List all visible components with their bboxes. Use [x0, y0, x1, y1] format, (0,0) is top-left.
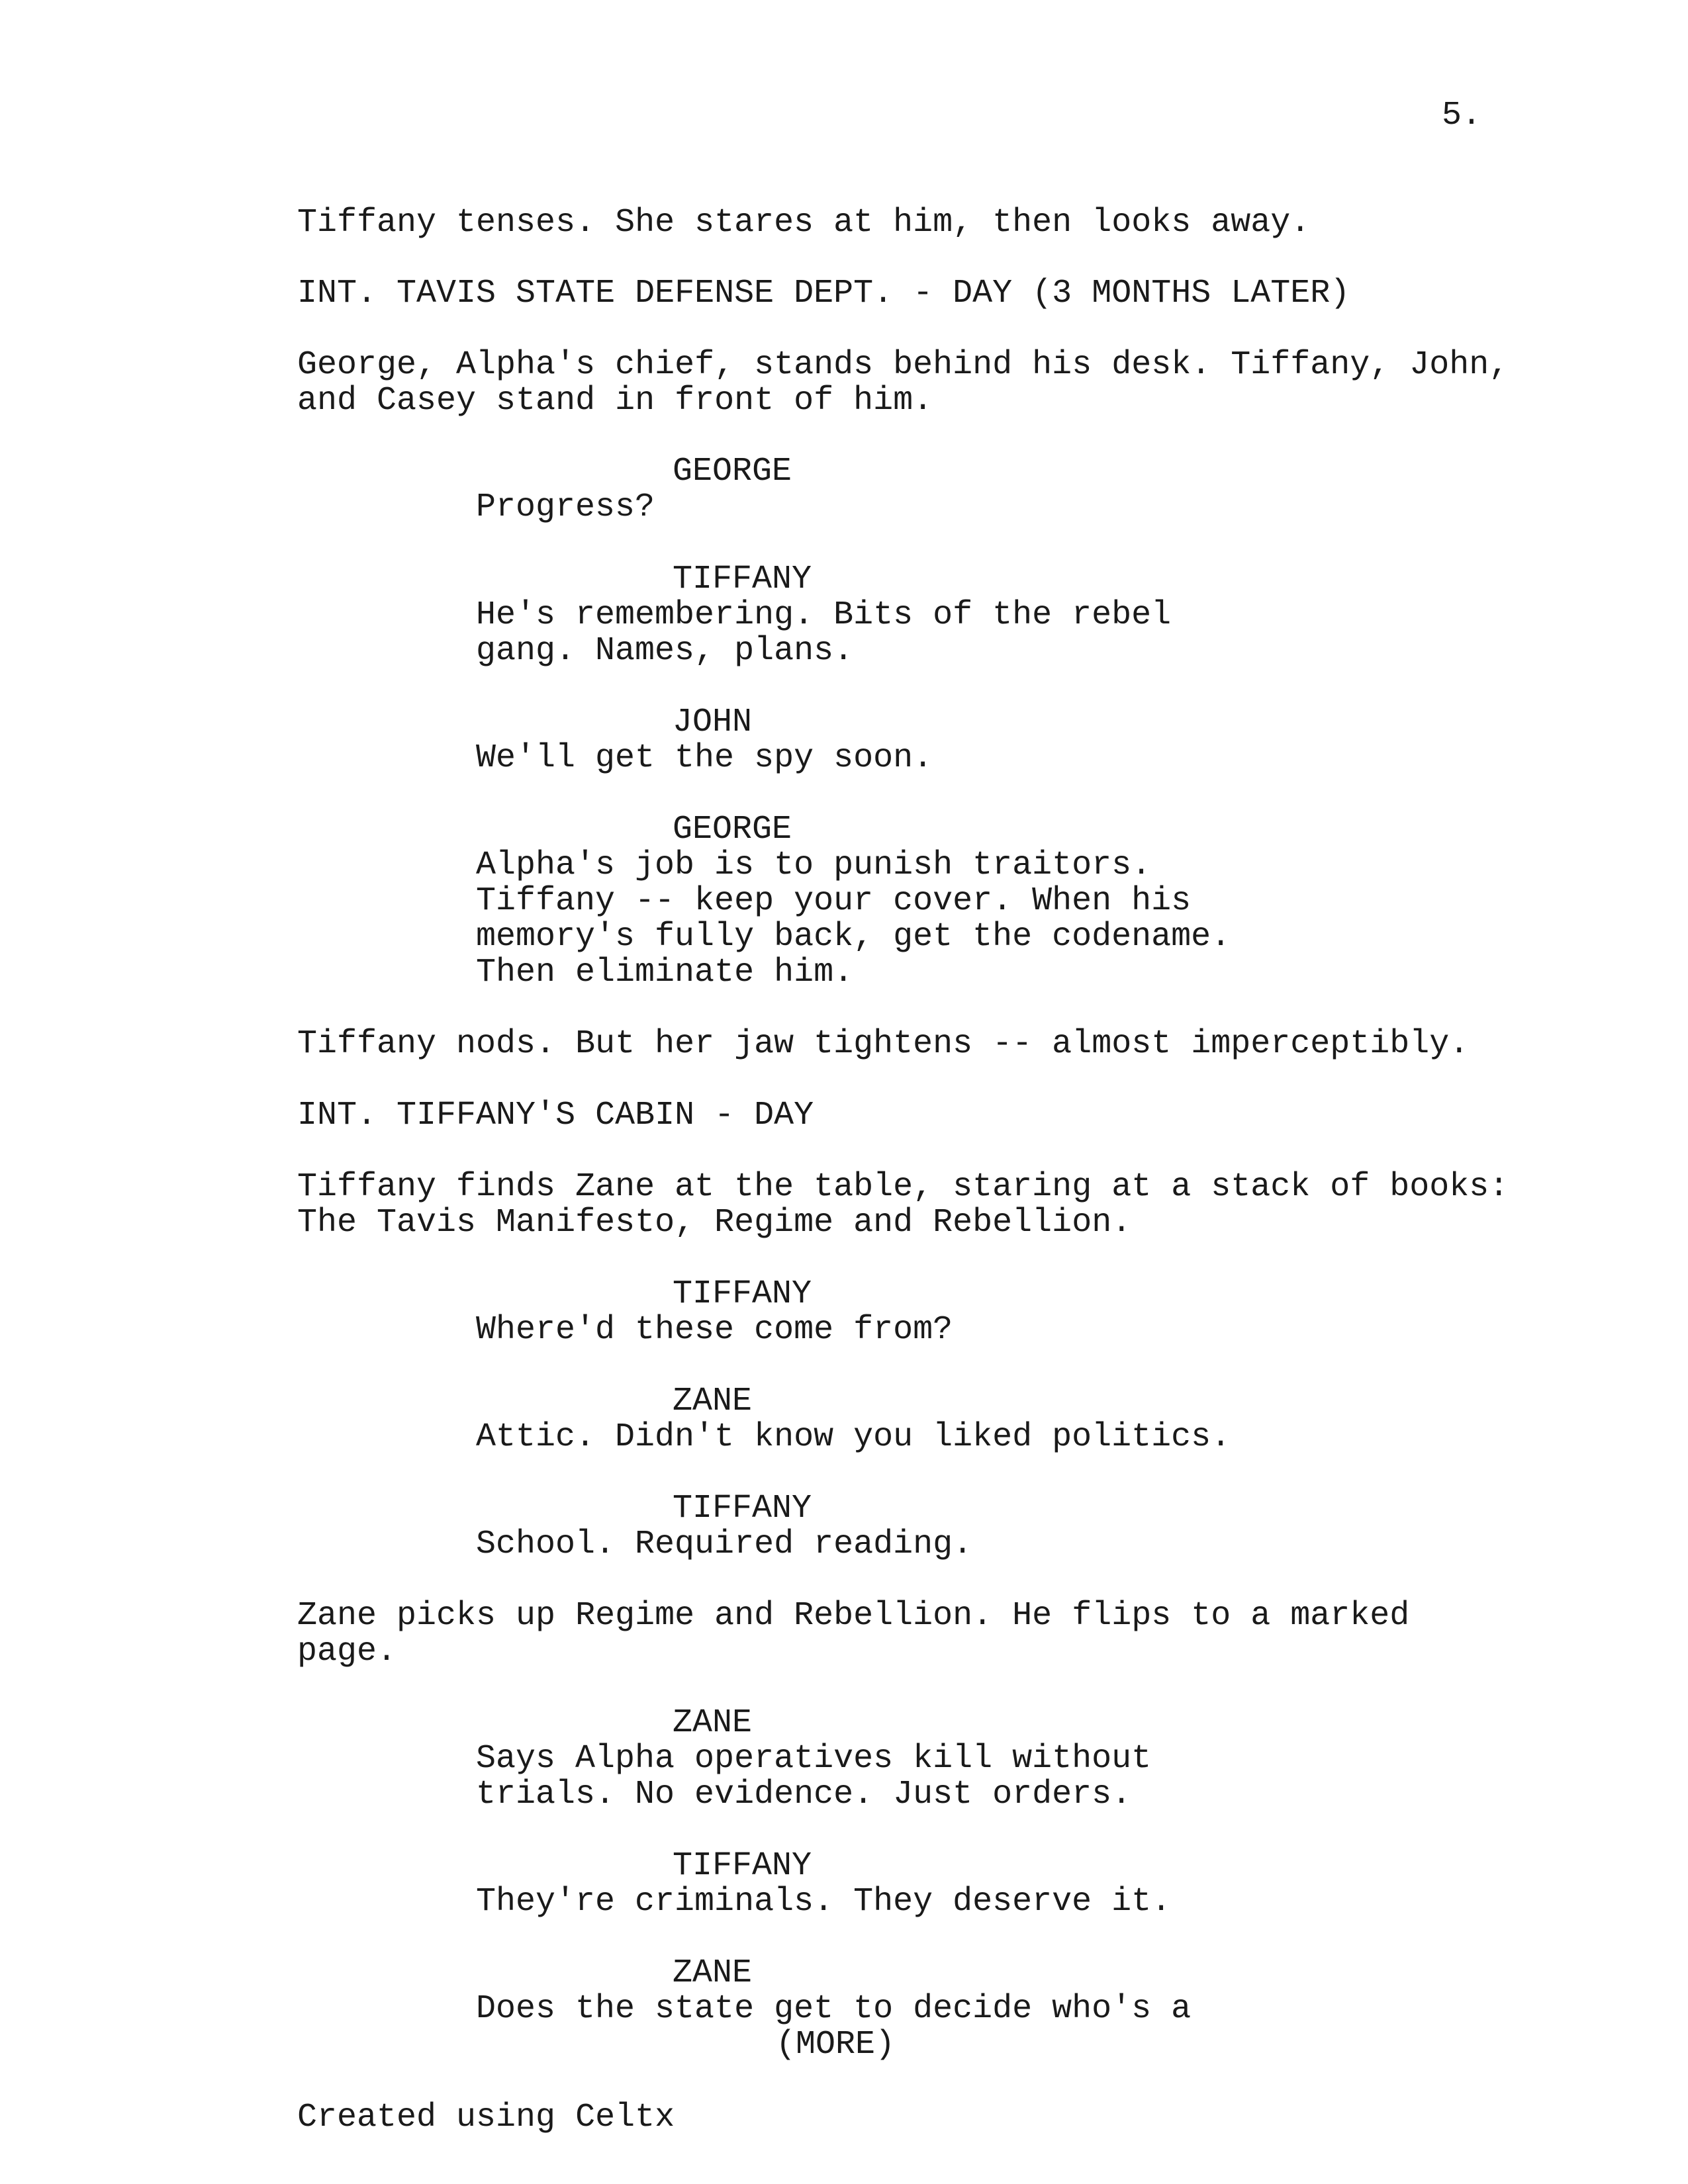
- dialogue-line: Where'd these come from?: [476, 1311, 953, 1349]
- action-line: and Casey stand in front of him.: [297, 382, 933, 420]
- action-line: The Tavis Manifesto, Regime and Rebellion.: [297, 1204, 1132, 1242]
- character-name: TIFFANY: [673, 1275, 812, 1313]
- action-line: Tiffany finds Zane at the table, staring at a stack of books:: [297, 1168, 1509, 1206]
- action-line: page.: [297, 1633, 397, 1670]
- character-name: GEORGE: [673, 453, 792, 490]
- action-line: Zane picks up Regime and Rebellion. He flips to a marked: [297, 1597, 1410, 1635]
- character-name: JOHN: [673, 704, 753, 741]
- dialogue-line: gang. Names, plans.: [476, 632, 854, 670]
- dialogue-line: Attic. Didn't know you liked politics.: [476, 1418, 1231, 1456]
- dialogue-line: Then eliminate him.: [476, 954, 854, 991]
- dialogue-line: Tiffany -- keep your cover. When his: [476, 882, 1192, 920]
- dialogue-line: They're criminals. They deserve it.: [476, 1883, 1172, 1921]
- dialogue-line: trials. No evidence. Just orders.: [476, 1776, 1132, 1813]
- character-name: TIFFANY: [673, 1490, 812, 1527]
- character-name: ZANE: [673, 1383, 753, 1420]
- character-name: GEORGE: [673, 811, 792, 848]
- dialogue-line: We'll get the spy soon.: [476, 739, 933, 777]
- dialogue-line: Says Alpha operatives kill without: [476, 1740, 1152, 1778]
- character-name: TIFFANY: [673, 561, 812, 598]
- action-line: Tiffany tenses. She stares at him, then looks away.: [297, 204, 1311, 242]
- dialogue-line: Alpha's job is to punish traitors.: [476, 846, 1152, 884]
- character-name: ZANE: [673, 1704, 753, 1742]
- dialogue-line: Progress?: [476, 488, 655, 526]
- action-line: Tiffany nods. But her jaw tightens -- almost imperceptibly.: [297, 1025, 1470, 1063]
- character-name: TIFFANY: [673, 1847, 812, 1885]
- dialogue-line: He's remembering. Bits of the rebel: [476, 596, 1172, 634]
- action-line: INT. TIFFANY'S CABIN - DAY: [297, 1097, 814, 1134]
- footer-credit: Created using Celtx: [297, 2099, 675, 2136]
- dialogue-line: memory's fully back, get the codename.: [476, 918, 1231, 956]
- dialogue-line: School. Required reading.: [476, 1525, 973, 1563]
- action-line: George, Alpha's chief, stands behind his desk. Tiffany, John,: [297, 346, 1509, 384]
- action-line: INT. TAVIS STATE DEFENSE DEPT. - DAY (3 MONTHS LATER): [297, 275, 1350, 312]
- character-name: ZANE: [673, 1954, 753, 1992]
- page-number: 5.: [1442, 97, 1482, 134]
- more-continuation: (MORE): [776, 2026, 896, 2064]
- dialogue-line: Does the state get to decide who's a: [476, 1990, 1192, 2028]
